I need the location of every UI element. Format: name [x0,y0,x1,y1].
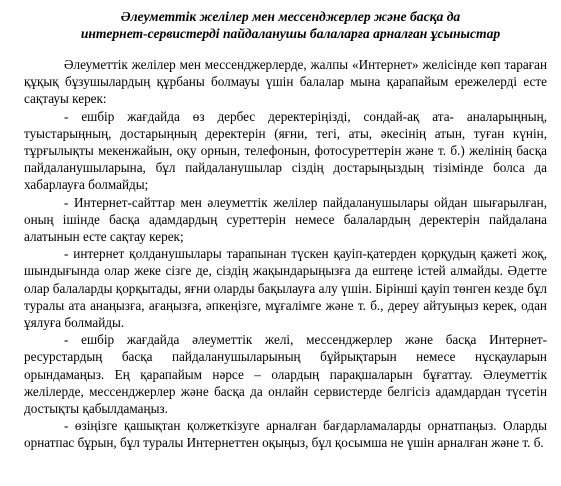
rule-item-1: - ешбір жағдайда өз дербес деректеріңізді, сондай-ақ ата- аналарыңның, туыстарыңның, достарыңның деректерін (яғни, тегі, аты, әкесінің атын, туған күнін, тұрғылықты мекенжайын, оқу орнын, телефонын, фотосуреттерін және т. б.) желінің басқа пайдаланушыларына, бұл пайдаланушылар сіздің достарыңыздың тізімінде болса да хабарлауға болмайды; [24,108,547,193]
rule-item-5: - өзіңізге қашықтан қолжеткізуге арналған бағдарламаларды орнатпаңыз. Оларды орнатпас бұрын, бұл туралы Интернеттен оқыңыз, бұл қосымша не үшін арналған және т. б. [24,418,547,451]
intro-paragraph: Әлеуметтік желілер мен мессенджерлерде, жалпы «Интернет» желісінде көп тараған құқық бұзушылардың құрбаны болмауы үшін балалар мына қарапайым ережелерді есте сақтауы керек: [24,57,547,107]
rule-item-3: - интернет қолданушылары тарапынан түскен қауіп-қатерден қорқудың қажеті жоқ, шындығында олар жеке сізге де, сіздің жақындарыңызға да ештеңе істей алмайды. Әдетте олар балаларды қорқытады, яғни оларды бақылауға алу үшін. Бірінші қауіп төнген кезде бұл туралы ата анаңызға, ағаңызға, әпкеңізге, мұғалімге және т. б., дереу айтуыңыз керек, одан ұялуға болмайды. [24,246,547,331]
document-body [24,56,547,452]
document-title [24,8,547,42]
title-line-1: Әлеуметтік желілер мен мессенджерлер және басқа да [120,9,461,24]
title-line-2: интернет-сервистерді пайдаланушы балаларға арналған ұсыныстар [80,26,501,41]
rule-item-2: - Интернет-сайттар мен әлеуметтік желілер пайдаланушылары ойдан шығарылған, оның ішінде басқа адамдардың суреттерін немесе балалардың деректерін пайдалана алатынын есте сақтау керек; [24,194,547,245]
rule-item-4: - ешбір жағдайда әлеуметтік желі, мессенджерлер және басқа Интернет-ресурстардың басқа пайдаланушыларының бұйрықтарын немесе нұсқауларын орындамаңыз. Ең қарапайым нәрсе – олардың парақшаларын бұғаттау. Әлеуметтік желілерде, мессенджерлер және басқа да онлайн сервистерде белгісіз адамдардан түсетін достықты қабылдамаңыз. [24,332,547,417]
